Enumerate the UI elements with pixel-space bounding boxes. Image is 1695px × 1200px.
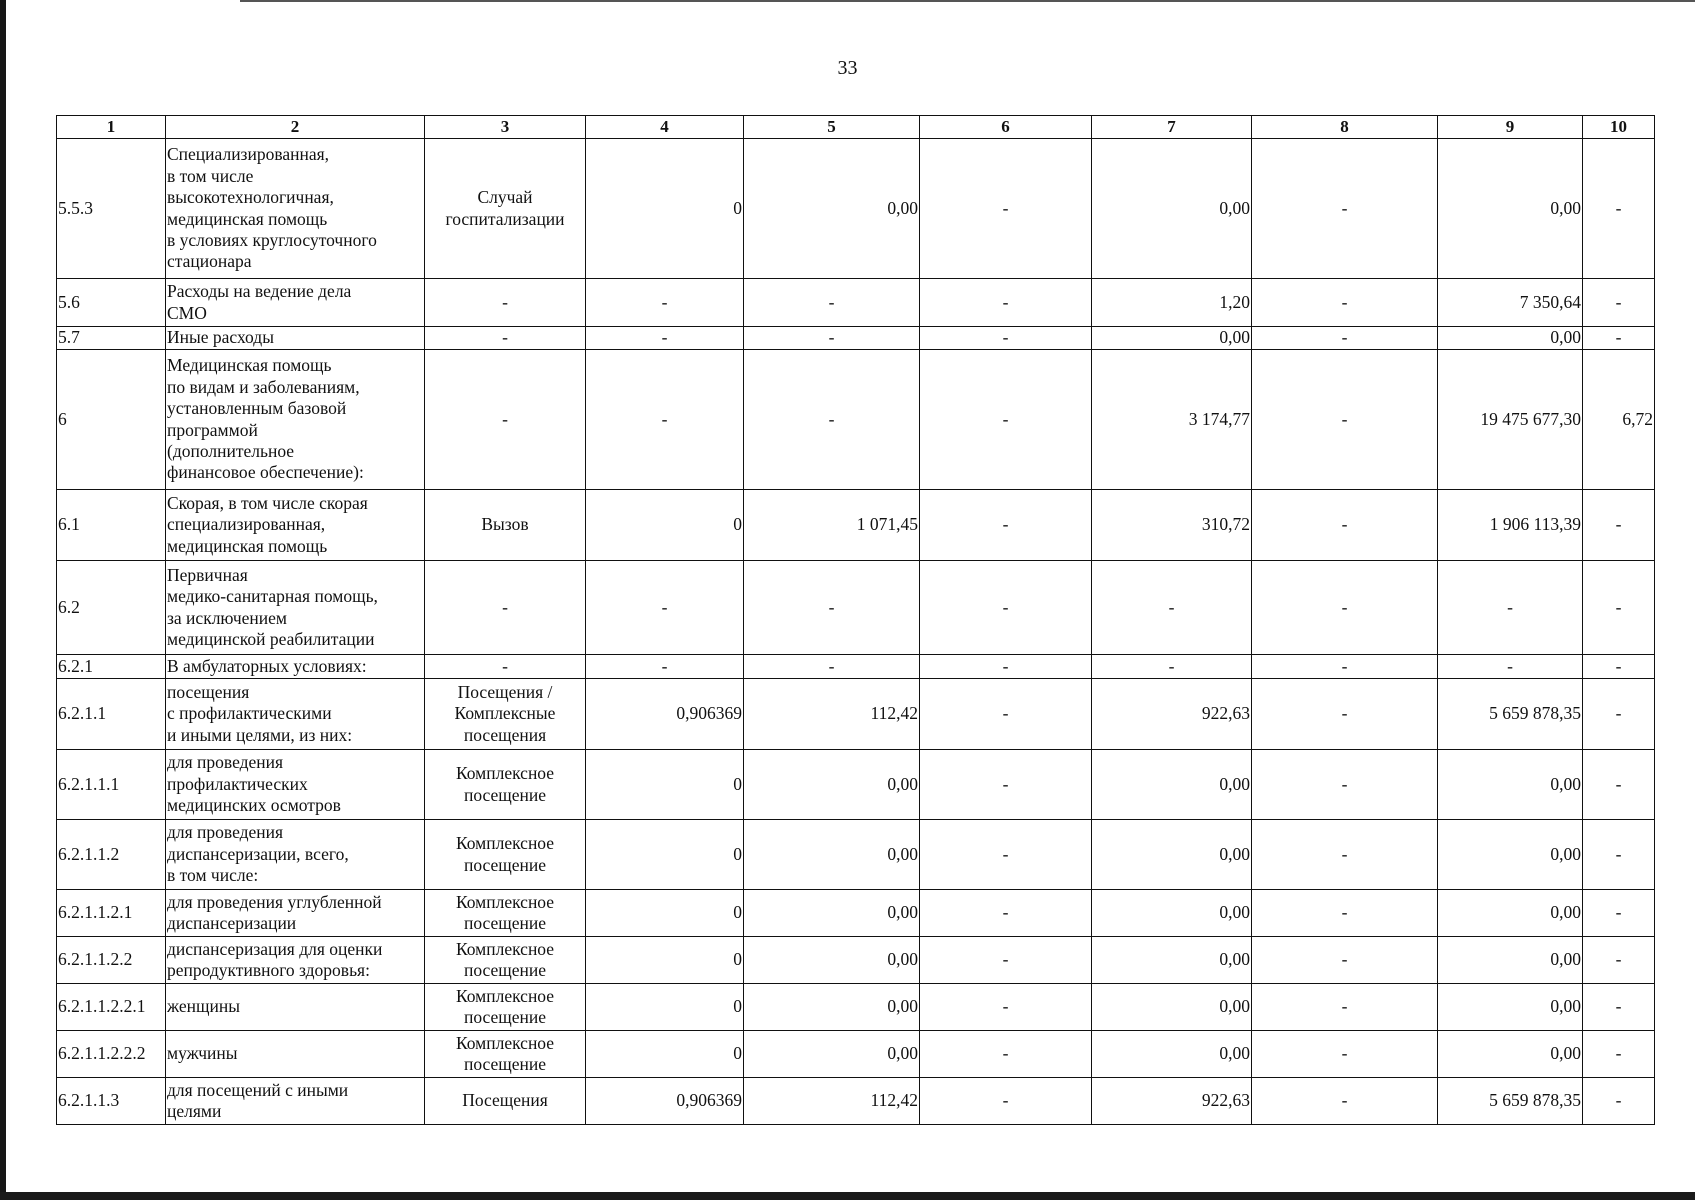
column-header: 9	[1438, 116, 1583, 139]
column-header: 1	[57, 116, 166, 139]
cell-col-5: -	[744, 655, 920, 679]
cell-col-5: 0,00	[744, 820, 920, 890]
cell-col-9: 0,00	[1438, 820, 1583, 890]
cell-col-5: 0,00	[744, 937, 920, 984]
cell-col-5: 0,00	[744, 1031, 920, 1078]
cell-col-9: 0,00	[1438, 750, 1583, 820]
cell-col-10: -	[1583, 679, 1655, 750]
cell-col-6: -	[920, 750, 1092, 820]
row-name: для проведения диспансеризации, всего, в том числе:	[166, 820, 425, 890]
cell-col-10: -	[1583, 1031, 1655, 1078]
row-unit: Посещения / Комплексные посещения	[425, 679, 586, 750]
cell-col-6: -	[920, 984, 1092, 1031]
row-name: для проведения профилактических медицинских осмотров	[166, 750, 425, 820]
cell-col-9: 0,00	[1438, 1031, 1583, 1078]
cell-col-9: -	[1438, 655, 1583, 679]
cell-col-7: 0,00	[1092, 820, 1252, 890]
cell-col-4: 0	[586, 937, 744, 984]
cell-col-5: 0,00	[744, 139, 920, 279]
row-code: 6.1	[57, 490, 166, 561]
cell-col-7: 0,00	[1092, 1031, 1252, 1078]
table-row	[57, 890, 1655, 937]
cell-col-8: -	[1252, 937, 1438, 984]
column-header: 5	[744, 116, 920, 139]
row-unit: -	[425, 655, 586, 679]
cell-col-8: -	[1252, 1031, 1438, 1078]
page-number: 33	[837, 57, 858, 79]
cell-col-6: -	[920, 820, 1092, 890]
cell-col-7: 0,00	[1092, 984, 1252, 1031]
row-unit: Комплексное посещение	[425, 820, 586, 890]
cell-col-5: 112,42	[744, 1078, 920, 1125]
row-unit: Комплексное посещение	[425, 937, 586, 984]
cell-col-9: 0,00	[1438, 984, 1583, 1031]
cell-col-7: 310,72	[1092, 490, 1252, 561]
cell-col-5: 0,00	[744, 984, 920, 1031]
cell-col-4: 0	[586, 139, 744, 279]
table-row	[57, 655, 1655, 679]
cell-col-10: -	[1583, 750, 1655, 820]
row-unit: -	[425, 350, 586, 490]
row-code: 5.5.3	[57, 139, 166, 279]
cell-col-8: -	[1252, 750, 1438, 820]
cell-col-5: -	[744, 350, 920, 490]
cell-col-10: 6,72	[1583, 350, 1655, 490]
cell-col-10: -	[1583, 820, 1655, 890]
row-code: 6.2.1.1.2.2	[57, 937, 166, 984]
table-row	[57, 139, 1655, 279]
row-unit: Комплексное посещение	[425, 984, 586, 1031]
row-name: для проведения углубленной диспансеризации	[166, 890, 425, 937]
cell-col-9: 5 659 878,35	[1438, 679, 1583, 750]
column-header: 6	[920, 116, 1092, 139]
cell-col-7: 0,00	[1092, 327, 1252, 350]
table-row	[57, 350, 1655, 490]
row-code: 6	[57, 350, 166, 490]
cell-col-8: -	[1252, 490, 1438, 561]
cell-col-6: -	[920, 490, 1092, 561]
cell-col-9: 0,00	[1438, 139, 1583, 279]
cell-col-8: -	[1252, 890, 1438, 937]
data-table	[56, 115, 1655, 1125]
column-header: 3	[425, 116, 586, 139]
row-code: 6.2.1	[57, 655, 166, 679]
cell-col-10: -	[1583, 937, 1655, 984]
cell-col-9: 0,00	[1438, 890, 1583, 937]
cell-col-4: -	[586, 561, 744, 655]
cell-col-5: -	[744, 327, 920, 350]
cell-col-8: -	[1252, 984, 1438, 1031]
table-row	[57, 490, 1655, 561]
scan-edge-bottom	[0, 1192, 1695, 1200]
cell-col-5: -	[744, 279, 920, 327]
row-code: 6.2.1.1.2	[57, 820, 166, 890]
column-header: 2	[166, 116, 425, 139]
cell-col-6: -	[920, 350, 1092, 490]
cell-col-4: -	[586, 279, 744, 327]
cell-col-10: -	[1583, 139, 1655, 279]
row-unit: Комплексное посещение	[425, 750, 586, 820]
row-unit: Комплексное посещение	[425, 890, 586, 937]
cell-col-7: 3 174,77	[1092, 350, 1252, 490]
cell-col-9: 7 350,64	[1438, 279, 1583, 327]
cell-col-5: 0,00	[744, 890, 920, 937]
cell-col-10: -	[1583, 561, 1655, 655]
cell-col-7: 0,00	[1092, 890, 1252, 937]
row-unit: Комплексное посещение	[425, 1031, 586, 1078]
cell-col-8: -	[1252, 679, 1438, 750]
cell-col-9: 0,00	[1438, 937, 1583, 984]
cell-col-8: -	[1252, 1078, 1438, 1125]
cell-col-7: 922,63	[1092, 679, 1252, 750]
column-header: 4	[586, 116, 744, 139]
cell-col-8: -	[1252, 655, 1438, 679]
scan-edge-left	[0, 0, 6, 1200]
row-code: 5.6	[57, 279, 166, 327]
row-name: женщины	[166, 984, 425, 1031]
cell-col-7: -	[1092, 655, 1252, 679]
cell-col-5: -	[744, 561, 920, 655]
row-name: Специализированная, в том числе высокотехнологичная, медицинская помощь в условиях круглосуточного стационара	[166, 139, 425, 279]
cell-col-4: -	[586, 350, 744, 490]
table-row	[57, 1031, 1655, 1078]
row-name: мужчины	[166, 1031, 425, 1078]
cell-col-6: -	[920, 279, 1092, 327]
cell-col-4: 0	[586, 890, 744, 937]
row-name: для посещений с иными целями	[166, 1078, 425, 1125]
row-name: Расходы на ведение дела СМО	[166, 279, 425, 327]
row-code: 6.2.1.1	[57, 679, 166, 750]
cell-col-5: 0,00	[744, 750, 920, 820]
cell-col-7: -	[1092, 561, 1252, 655]
row-code: 6.2.1.1.2.2.1	[57, 984, 166, 1031]
row-name: Иные расходы	[166, 327, 425, 350]
cell-col-4: -	[586, 327, 744, 350]
row-name: В амбулаторных условиях:	[166, 655, 425, 679]
cell-col-4: 0	[586, 490, 744, 561]
column-header: 8	[1252, 116, 1438, 139]
cell-col-10: -	[1583, 279, 1655, 327]
cell-col-6: -	[920, 1078, 1092, 1125]
row-code: 6.2.1.1.2.2.2	[57, 1031, 166, 1078]
cell-col-6: -	[920, 655, 1092, 679]
row-unit: -	[425, 279, 586, 327]
cell-col-6: -	[920, 937, 1092, 984]
row-unit: -	[425, 561, 586, 655]
row-name: диспансеризация для оценки репродуктивного здоровья:	[166, 937, 425, 984]
cell-col-6: -	[920, 679, 1092, 750]
cell-col-8: -	[1252, 139, 1438, 279]
cell-col-4: 0	[586, 750, 744, 820]
row-code: 6.2	[57, 561, 166, 655]
row-name: Медицинская помощь по видам и заболеваниям, установленным базовой программой (дополнительное финансовое обеспечение):	[166, 350, 425, 490]
row-name: Первичная медико-санитарная помощь, за исключением медицинской реабилитации	[166, 561, 425, 655]
column-header: 7	[1092, 116, 1252, 139]
table-row	[57, 750, 1655, 820]
table-row	[57, 937, 1655, 984]
cell-col-4: 0	[586, 820, 744, 890]
cell-col-10: -	[1583, 1078, 1655, 1125]
table-row	[57, 1078, 1655, 1125]
cell-col-10: -	[1583, 655, 1655, 679]
table-row	[57, 679, 1655, 750]
cell-col-5: 112,42	[744, 679, 920, 750]
cell-col-10: -	[1583, 890, 1655, 937]
row-code: 6.2.1.1.3	[57, 1078, 166, 1125]
cell-col-8: -	[1252, 327, 1438, 350]
row-unit: -	[425, 327, 586, 350]
cell-col-6: -	[920, 327, 1092, 350]
cell-col-7: 0,00	[1092, 139, 1252, 279]
header-row	[57, 116, 1655, 139]
cell-col-4: 0,906369	[586, 1078, 744, 1125]
cell-col-5: 1 071,45	[744, 490, 920, 561]
row-unit: Вызов	[425, 490, 586, 561]
row-code: 6.2.1.1.1	[57, 750, 166, 820]
cell-col-7: 1,20	[1092, 279, 1252, 327]
cell-col-9: 5 659 878,35	[1438, 1078, 1583, 1125]
cell-col-6: -	[920, 890, 1092, 937]
row-unit: Посещения	[425, 1078, 586, 1125]
table-row	[57, 820, 1655, 890]
scan-edge-top	[240, 0, 1695, 2]
cell-col-9: 1 906 113,39	[1438, 490, 1583, 561]
cell-col-4: -	[586, 655, 744, 679]
cell-col-9: 19 475 677,30	[1438, 350, 1583, 490]
cell-col-4: 0	[586, 1031, 744, 1078]
cell-col-10: -	[1583, 984, 1655, 1031]
table-row	[57, 327, 1655, 350]
cell-col-10: -	[1583, 490, 1655, 561]
cell-col-7: 922,63	[1092, 1078, 1252, 1125]
cell-col-6: -	[920, 561, 1092, 655]
row-unit: Случай госпитализации	[425, 139, 586, 279]
table-row	[57, 561, 1655, 655]
table-row	[57, 279, 1655, 327]
cell-col-4: 0	[586, 984, 744, 1031]
row-name: Скорая, в том числе скорая специализированная, медицинская помощь	[166, 490, 425, 561]
cell-col-7: 0,00	[1092, 937, 1252, 984]
cell-col-8: -	[1252, 279, 1438, 327]
cell-col-10: -	[1583, 327, 1655, 350]
cell-col-6: -	[920, 139, 1092, 279]
cell-col-8: -	[1252, 820, 1438, 890]
cell-col-8: -	[1252, 350, 1438, 490]
row-name: посещения с профилактическими и иными целями, из них:	[166, 679, 425, 750]
cell-col-7: 0,00	[1092, 750, 1252, 820]
row-code: 6.2.1.1.2.1	[57, 890, 166, 937]
row-code: 5.7	[57, 327, 166, 350]
cell-col-8: -	[1252, 561, 1438, 655]
cell-col-9: -	[1438, 561, 1583, 655]
cell-col-6: -	[920, 1031, 1092, 1078]
cell-col-9: 0,00	[1438, 327, 1583, 350]
cell-col-4: 0,906369	[586, 679, 744, 750]
table-row	[57, 984, 1655, 1031]
column-header: 10	[1583, 116, 1655, 139]
